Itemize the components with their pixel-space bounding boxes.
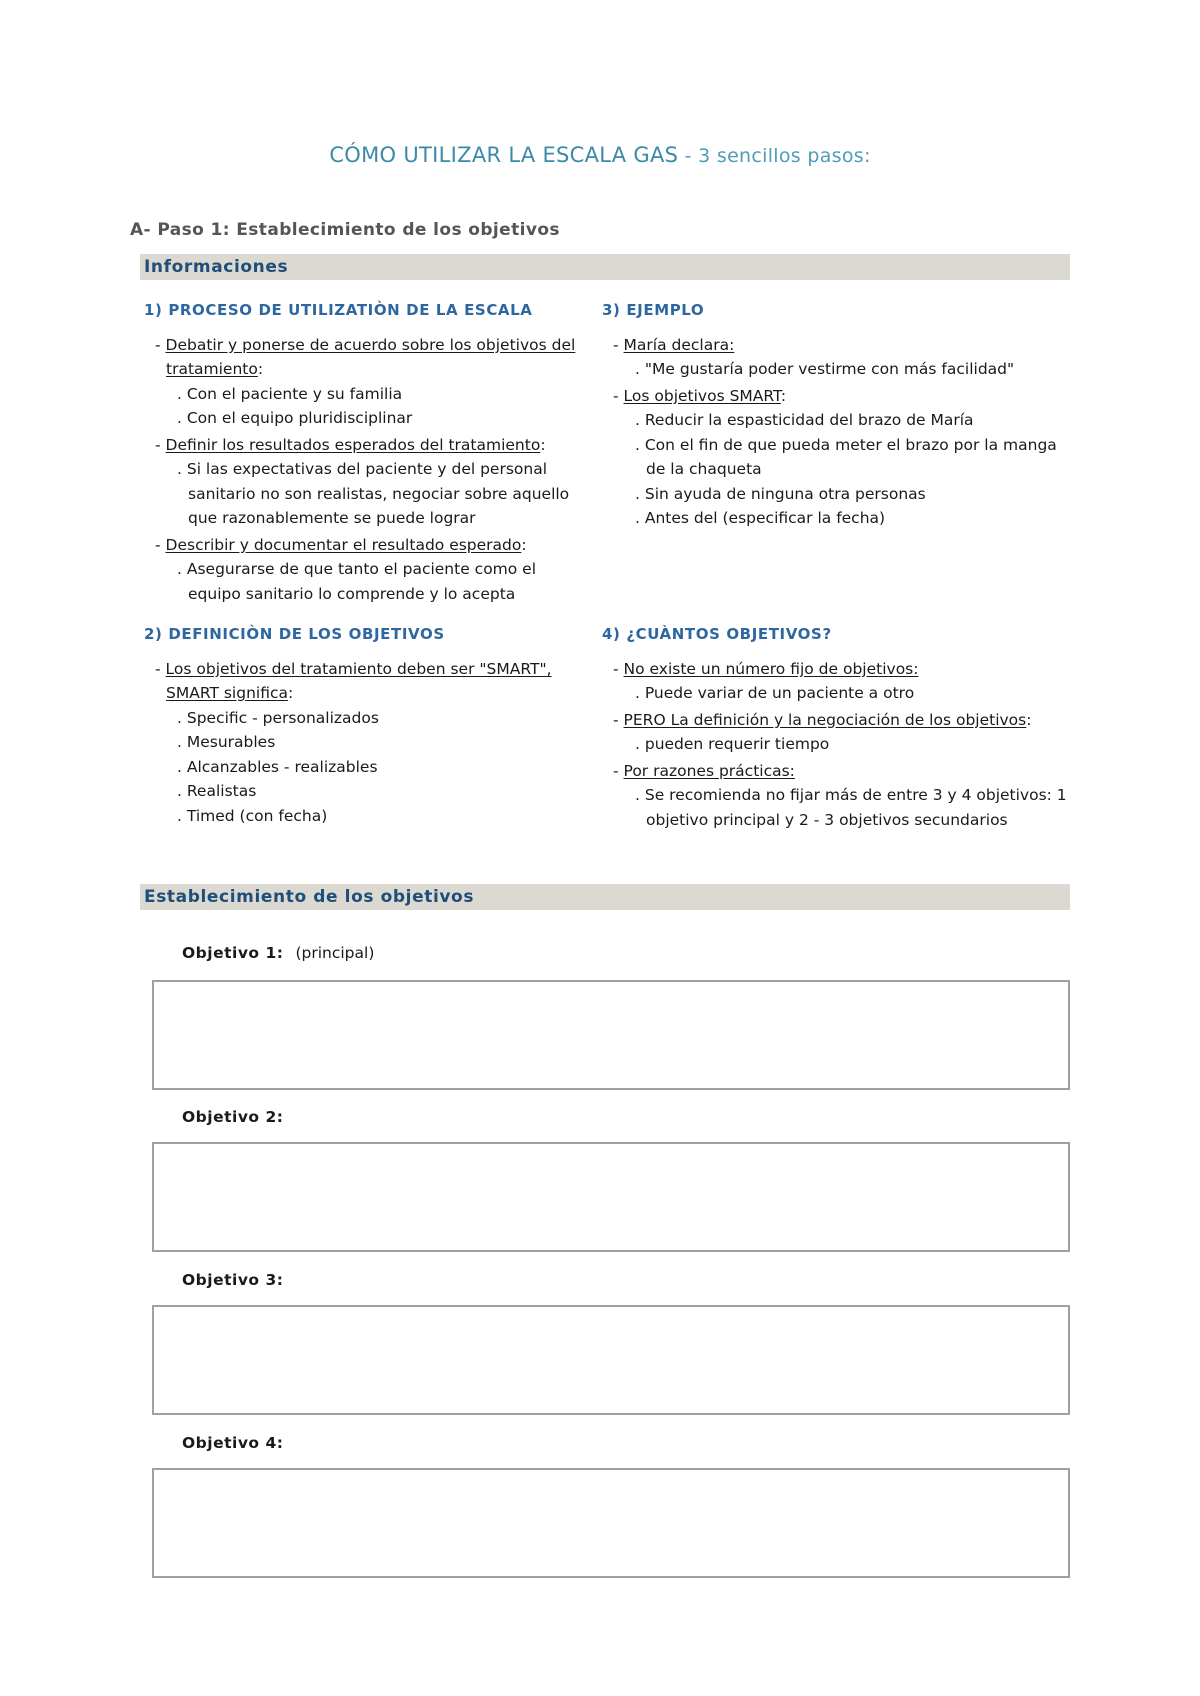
section-2-heading: 2) DEFINICIÒN DE LOS OBJETIVOS xyxy=(144,625,445,643)
sub-item: . Reducir la espasticidad del brazo de María xyxy=(635,411,974,429)
title-main: CÓMO UTILIZAR LA ESCALA GAS xyxy=(329,143,679,167)
sub-item: . "Me gustaría poder vestirme con más facilidad" xyxy=(635,360,1015,378)
section-4 xyxy=(602,622,1072,832)
sub-item: . Realistas xyxy=(177,782,257,800)
sub-item: . Alcanzables - realizables xyxy=(177,757,378,776)
page-title xyxy=(0,143,1200,167)
section-2 xyxy=(144,622,584,828)
objective-3-label: Objetivo 3: xyxy=(182,1271,284,1289)
sub-item: . Asegurarse de que tanto el paciente como el equipo sanitario lo comprende y lo acepta xyxy=(177,560,537,603)
objective-2-field[interactable] xyxy=(152,1142,1070,1252)
list-item: - Por razones prácticas: xyxy=(613,761,795,780)
section-4-heading: 4) ¿CUÀNTOS OBJETIVOS? xyxy=(602,625,832,643)
title-separator: - xyxy=(678,145,699,167)
sub-item: . Sin ayuda de ninguna otra personas xyxy=(635,484,926,503)
list-item: - María declara: xyxy=(613,335,735,354)
list-item: - Describir y documentar el resultado esperado: xyxy=(155,535,527,554)
section-3 xyxy=(602,298,1072,531)
sub-item: . Con el fin de que pueda meter el brazo por la manga de la chaqueta xyxy=(635,435,1057,478)
sub-item: . Antes del (especificar la fecha) xyxy=(635,509,886,527)
sub-item: . Timed (con fecha) xyxy=(177,806,328,825)
objective-1-field[interactable] xyxy=(152,980,1070,1090)
sub-item: . Con el paciente y su familia xyxy=(177,384,403,403)
section-1-heading: 1) PROCESO DE UTILIZATIÒN DE LA ESCALA xyxy=(144,301,533,319)
sub-item: . Se recomienda no fijar más de entre 3 y 4 objetivos: 1 objetivo principal y 2 - 3 objetivos secundarios xyxy=(635,786,1067,829)
info-section-bar: Informaciones xyxy=(140,254,1070,280)
sub-item: . Si las expectativas del paciente y del personal sanitario no son realistas, negociar sobre aquello que razonablemente se puede lograr xyxy=(177,460,570,527)
sub-item: . Specific - personalizados xyxy=(177,708,379,727)
list-item: - PERO La definición y la negociación de los objetivos: xyxy=(613,710,1032,729)
list-item: - Debatir y ponerse de acuerdo sobre los objetivos del tratamiento: xyxy=(155,335,576,378)
objective-3-field[interactable] xyxy=(152,1305,1070,1415)
objective-4-label: Objetivo 4: xyxy=(182,1434,284,1452)
list-item: - No existe un número fijo de objetivos: xyxy=(613,659,919,678)
list-item: - Los objetivos del tratamiento deben ser "SMART", SMART significa: xyxy=(155,659,552,702)
title-subtitle: 3 sencillos pasos: xyxy=(698,145,871,167)
sub-item: . Puede variar de un paciente a otro xyxy=(635,684,915,702)
objective-4-field[interactable] xyxy=(152,1468,1070,1578)
sub-item: . Mesurables xyxy=(177,733,276,751)
section-3-heading: 3) EJEMPLO xyxy=(602,301,705,319)
list-item: - Los objetivos SMART: xyxy=(613,386,787,405)
step-title: A- Paso 1: Establecimiento de los objetivos xyxy=(130,220,560,240)
sub-item: . Con el equipo pluridisciplinar xyxy=(177,409,413,427)
list-item: - Definir los resultados esperados del tratamiento: xyxy=(155,435,546,454)
objective-2-label: Objetivo 2: xyxy=(182,1108,284,1126)
objective-1-label: Objetivo 1: (principal) xyxy=(182,944,375,962)
goals-section-bar: Establecimiento de los objetivos xyxy=(140,884,1070,910)
sub-item: . pueden requerir tiempo xyxy=(635,735,830,753)
section-1 xyxy=(144,298,584,606)
